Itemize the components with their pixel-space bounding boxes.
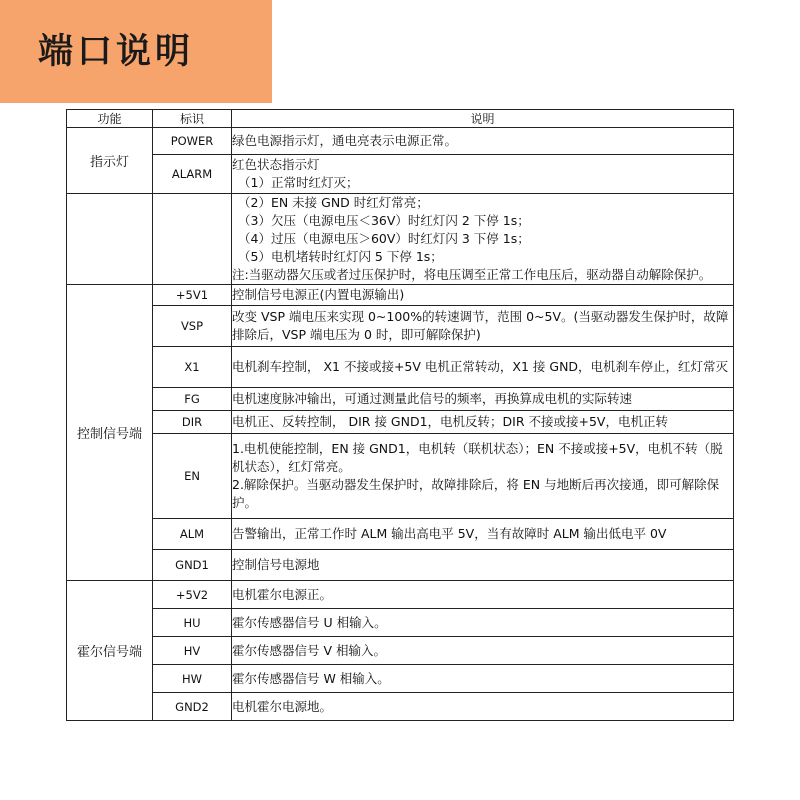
desc-power: 绿色电源指示灯，通电亮表示电源正常。 <box>232 128 734 155</box>
desc-gnd1: 控制信号电源地 <box>232 550 734 581</box>
table-row <box>67 411 734 434</box>
table-row <box>67 581 734 609</box>
signal-fg: FG <box>153 388 232 411</box>
desc-hv: 霍尔传感器信号 V 相输入。 <box>232 637 734 665</box>
table-row <box>67 285 734 306</box>
title-banner <box>0 0 272 103</box>
alarm-note: 注:当驱动器欠压或者过压保护时，将电压调至正常工作电压后，驱动器自动解除保护。 <box>232 267 712 282</box>
signal-alm: ALM <box>153 519 232 550</box>
desc-alm: 告警输出，正常工作时 ALM 输出高电平 5V，当有故障时 ALM 输出低电平 0V <box>232 519 734 550</box>
table-row <box>67 388 734 411</box>
signal-alarm: ALARM <box>153 155 232 194</box>
table-header-row <box>67 110 734 128</box>
table-row <box>67 347 734 388</box>
category-control: 控制信号端 <box>67 285 153 581</box>
signal-hw: HW <box>153 665 232 693</box>
signal-gnd2: GND2 <box>153 693 232 721</box>
signal-vsp: VSP <box>153 306 232 347</box>
alarm-line: （4）过压（电源电压＞60V）时红灯闪 3 下停 1s； <box>238 231 530 246</box>
signal-hv: HV <box>153 637 232 665</box>
table-row <box>67 194 734 285</box>
en-desc-part: 2.解除保护。当驱动器发生保护时，故障排除后，将 EN 与地断后再次接通，即可解除保护。 <box>232 477 720 510</box>
table-row <box>67 155 734 194</box>
signal-en: EN <box>153 434 232 519</box>
desc-hw: 霍尔传感器信号 W 相输入。 <box>232 665 734 693</box>
signal-power: POWER <box>153 128 232 155</box>
desc-vsp: 改变 VSP 端电压来实现 0~100%的转速调节，范围 0~5V。(当驱动器发生保护时，故障排除后，VSP 端电压为 0 时，即可解除保护) <box>232 306 734 347</box>
header-function: 功能 <box>67 110 153 128</box>
port-spec-table <box>66 109 734 721</box>
en-desc-part: 1.电机使能控制，EN 接 GND1，电机转（联机状态）；EN 不接或接+5V，电机不转（脱机状态），红灯常亮。 <box>232 441 723 474</box>
category-indicator-cont <box>67 194 153 285</box>
signal-5v1: +5V1 <box>153 285 232 306</box>
signal-5v2: +5V2 <box>153 581 232 609</box>
desc-fg: 电机速度脉冲输出，可通过测量此信号的频率，再换算成电机的实际转速 <box>232 388 734 411</box>
desc-5v1: 控制信号电源正(内置电源输出) <box>232 285 734 306</box>
table-row <box>67 434 734 519</box>
desc-alarm-head <box>232 155 734 194</box>
alarm-line: （5）电机堵转时红灯闪 5 下停 1s； <box>238 249 443 264</box>
table-row <box>67 519 734 550</box>
desc-x1: 电机刹车控制， X1 不接或接+5V 电机正常转动，X1 接 GND，电机刹车停止，红灯常灭 <box>232 347 734 388</box>
alarm-line: （2）EN 未接 GND 时红灯常亮； <box>238 195 429 210</box>
desc-5v2: 电机霍尔电源正。 <box>232 581 734 609</box>
desc-alarm-rest <box>232 194 734 285</box>
signal-dir: DIR <box>153 411 232 434</box>
signal-hu: HU <box>153 609 232 637</box>
desc-gnd2: 电机霍尔电源地。 <box>232 693 734 721</box>
alarm-line: （1）正常时红灯灭； <box>238 175 359 190</box>
table-row <box>67 637 734 665</box>
desc-hu: 霍尔传感器信号 U 相输入。 <box>232 609 734 637</box>
desc-dir: 电机正、反转控制， DIR 接 GND1，电机反转；DIR 不接或接+5V，电机正转 <box>232 411 734 434</box>
signal-alarm-cont <box>153 194 232 285</box>
table-row <box>67 306 734 347</box>
category-hall: 霍尔信号端 <box>67 581 153 721</box>
signal-x1: X1 <box>153 347 232 388</box>
header-signal: 标识 <box>153 110 232 128</box>
alarm-line: （3）欠压（电源电压＜36V）时红灯闪 2 下停 1s； <box>238 213 530 228</box>
page-title: 端口说明 <box>38 32 195 72</box>
alarm-line: 红色状态指示灯 <box>232 157 320 172</box>
header-description: 说明 <box>232 110 734 128</box>
desc-en <box>232 434 734 519</box>
table-row <box>67 550 734 581</box>
table-row <box>67 665 734 693</box>
table-row <box>67 693 734 721</box>
table-row <box>67 128 734 155</box>
signal-gnd1: GND1 <box>153 550 232 581</box>
table-row <box>67 609 734 637</box>
category-indicator: 指示灯 <box>67 128 153 194</box>
